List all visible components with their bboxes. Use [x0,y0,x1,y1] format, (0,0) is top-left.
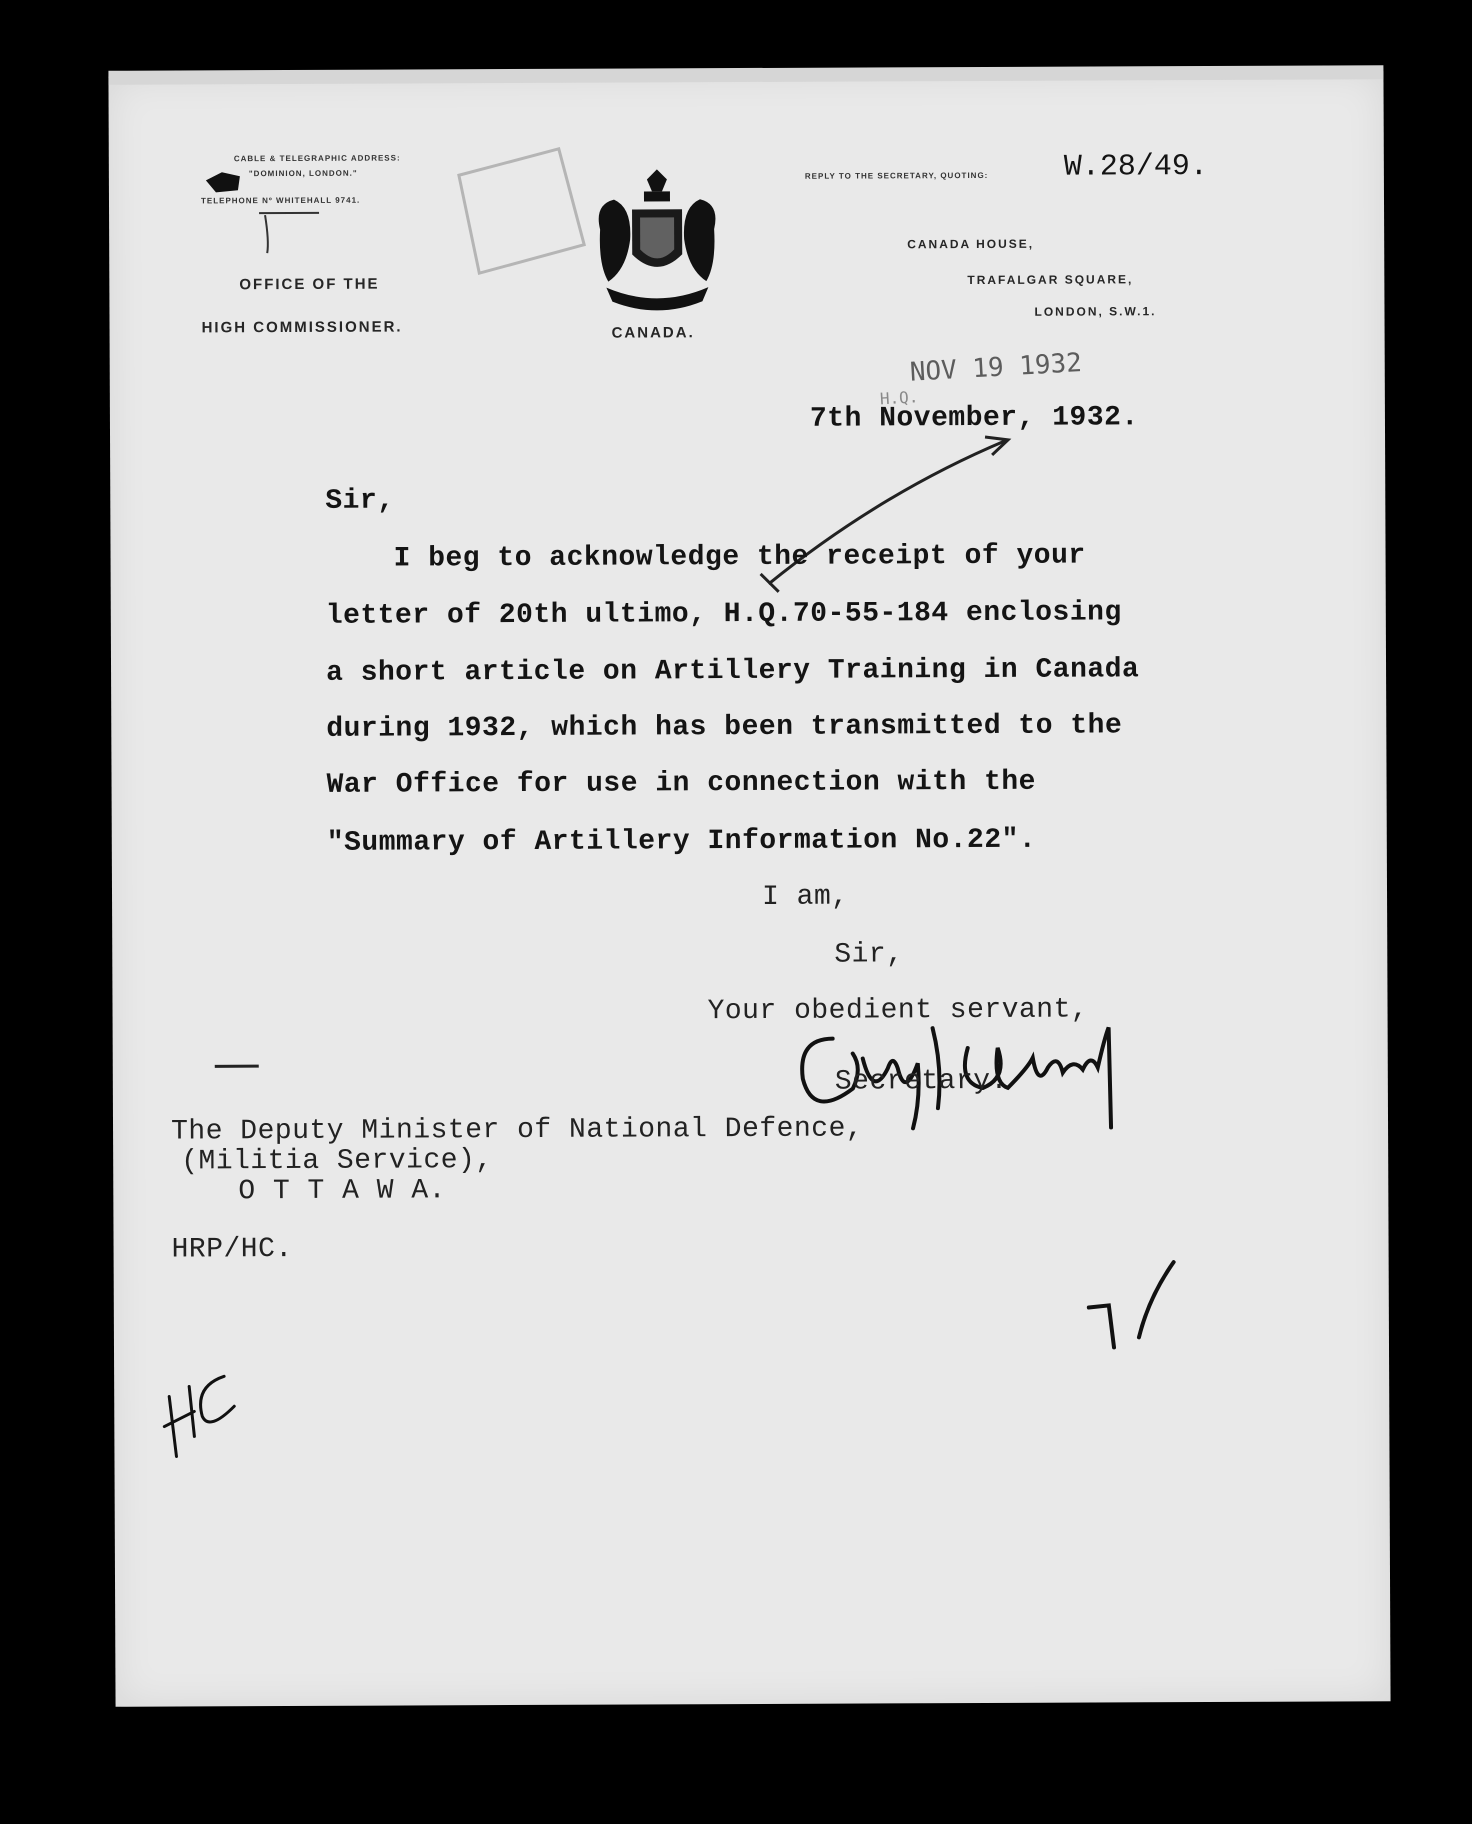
handwritten-number-mark [1079,1257,1189,1357]
handwritten-initials-mark [154,1356,244,1466]
received-date-stamp: NOV 19 1932 [909,348,1083,388]
closing-sir: Sir, [834,939,904,971]
ink-blot-mark [204,168,254,198]
body-line-3: a short article on Artillery Training in Canada [325,654,1140,689]
salutation: Sir, [325,485,395,517]
typist-initials: HRP/HC. [171,1233,293,1266]
closing-i-am: I am, [761,881,849,913]
recipient-line-2: (Militia Service), [181,1145,493,1178]
letter-date: 7th November, 1932. [809,402,1139,435]
recipient-line-3: O T T A W A. [238,1175,447,1208]
cable-address-label: CABLE & TELEGRAPHIC ADDRESS: [233,153,401,164]
cable-address-value: "DOMINION, LONDON." [248,168,358,179]
office-line-1: OFFICE OF THE [239,275,380,294]
address-line-1: CANADA HOUSE, [907,236,1035,252]
reply-instruction: REPLY TO THE SECRETARY, QUOTING: [804,170,989,181]
signature-title: Secretary. [834,1065,1008,1098]
margin-dash [213,1061,263,1071]
paper-edge [108,65,1383,85]
closing-servant: Your obedient servant, [707,994,1089,1028]
office-line-2: HIGH COMMISSIONER. [201,318,403,337]
body-line-6: "Summary of Artillery Information No.22". [326,824,1037,859]
crest-label: CANADA. [611,324,695,342]
recipient-line-1: The Deputy Minister of National Defence, [170,1113,864,1148]
body-line-4: during 1932, which has been transmitted to the [326,710,1123,745]
letter-page [108,71,1390,1707]
body-line-5: War Office for use in connection with the [326,766,1037,801]
body-line-1: I beg to acknowledge the receipt of your [393,540,1086,575]
coat-of-arms-icon [592,169,723,320]
address-line-3: LONDON, S.W.1. [1034,304,1157,319]
pencil-scribble [259,201,339,261]
received-stamp-hq: H.Q. [879,387,919,409]
address-line-2: TRAFALGAR SQUARE, [967,272,1134,288]
telephone-number: TELEPHONE Nº WHITEHALL 9741. [200,195,361,206]
file-reference: W.28/49. [1063,149,1208,185]
body-line-2: letter of 20th ultimo, H.Q.70-55-184 enclosing [325,597,1122,632]
faint-received-stamp-box [449,145,600,276]
